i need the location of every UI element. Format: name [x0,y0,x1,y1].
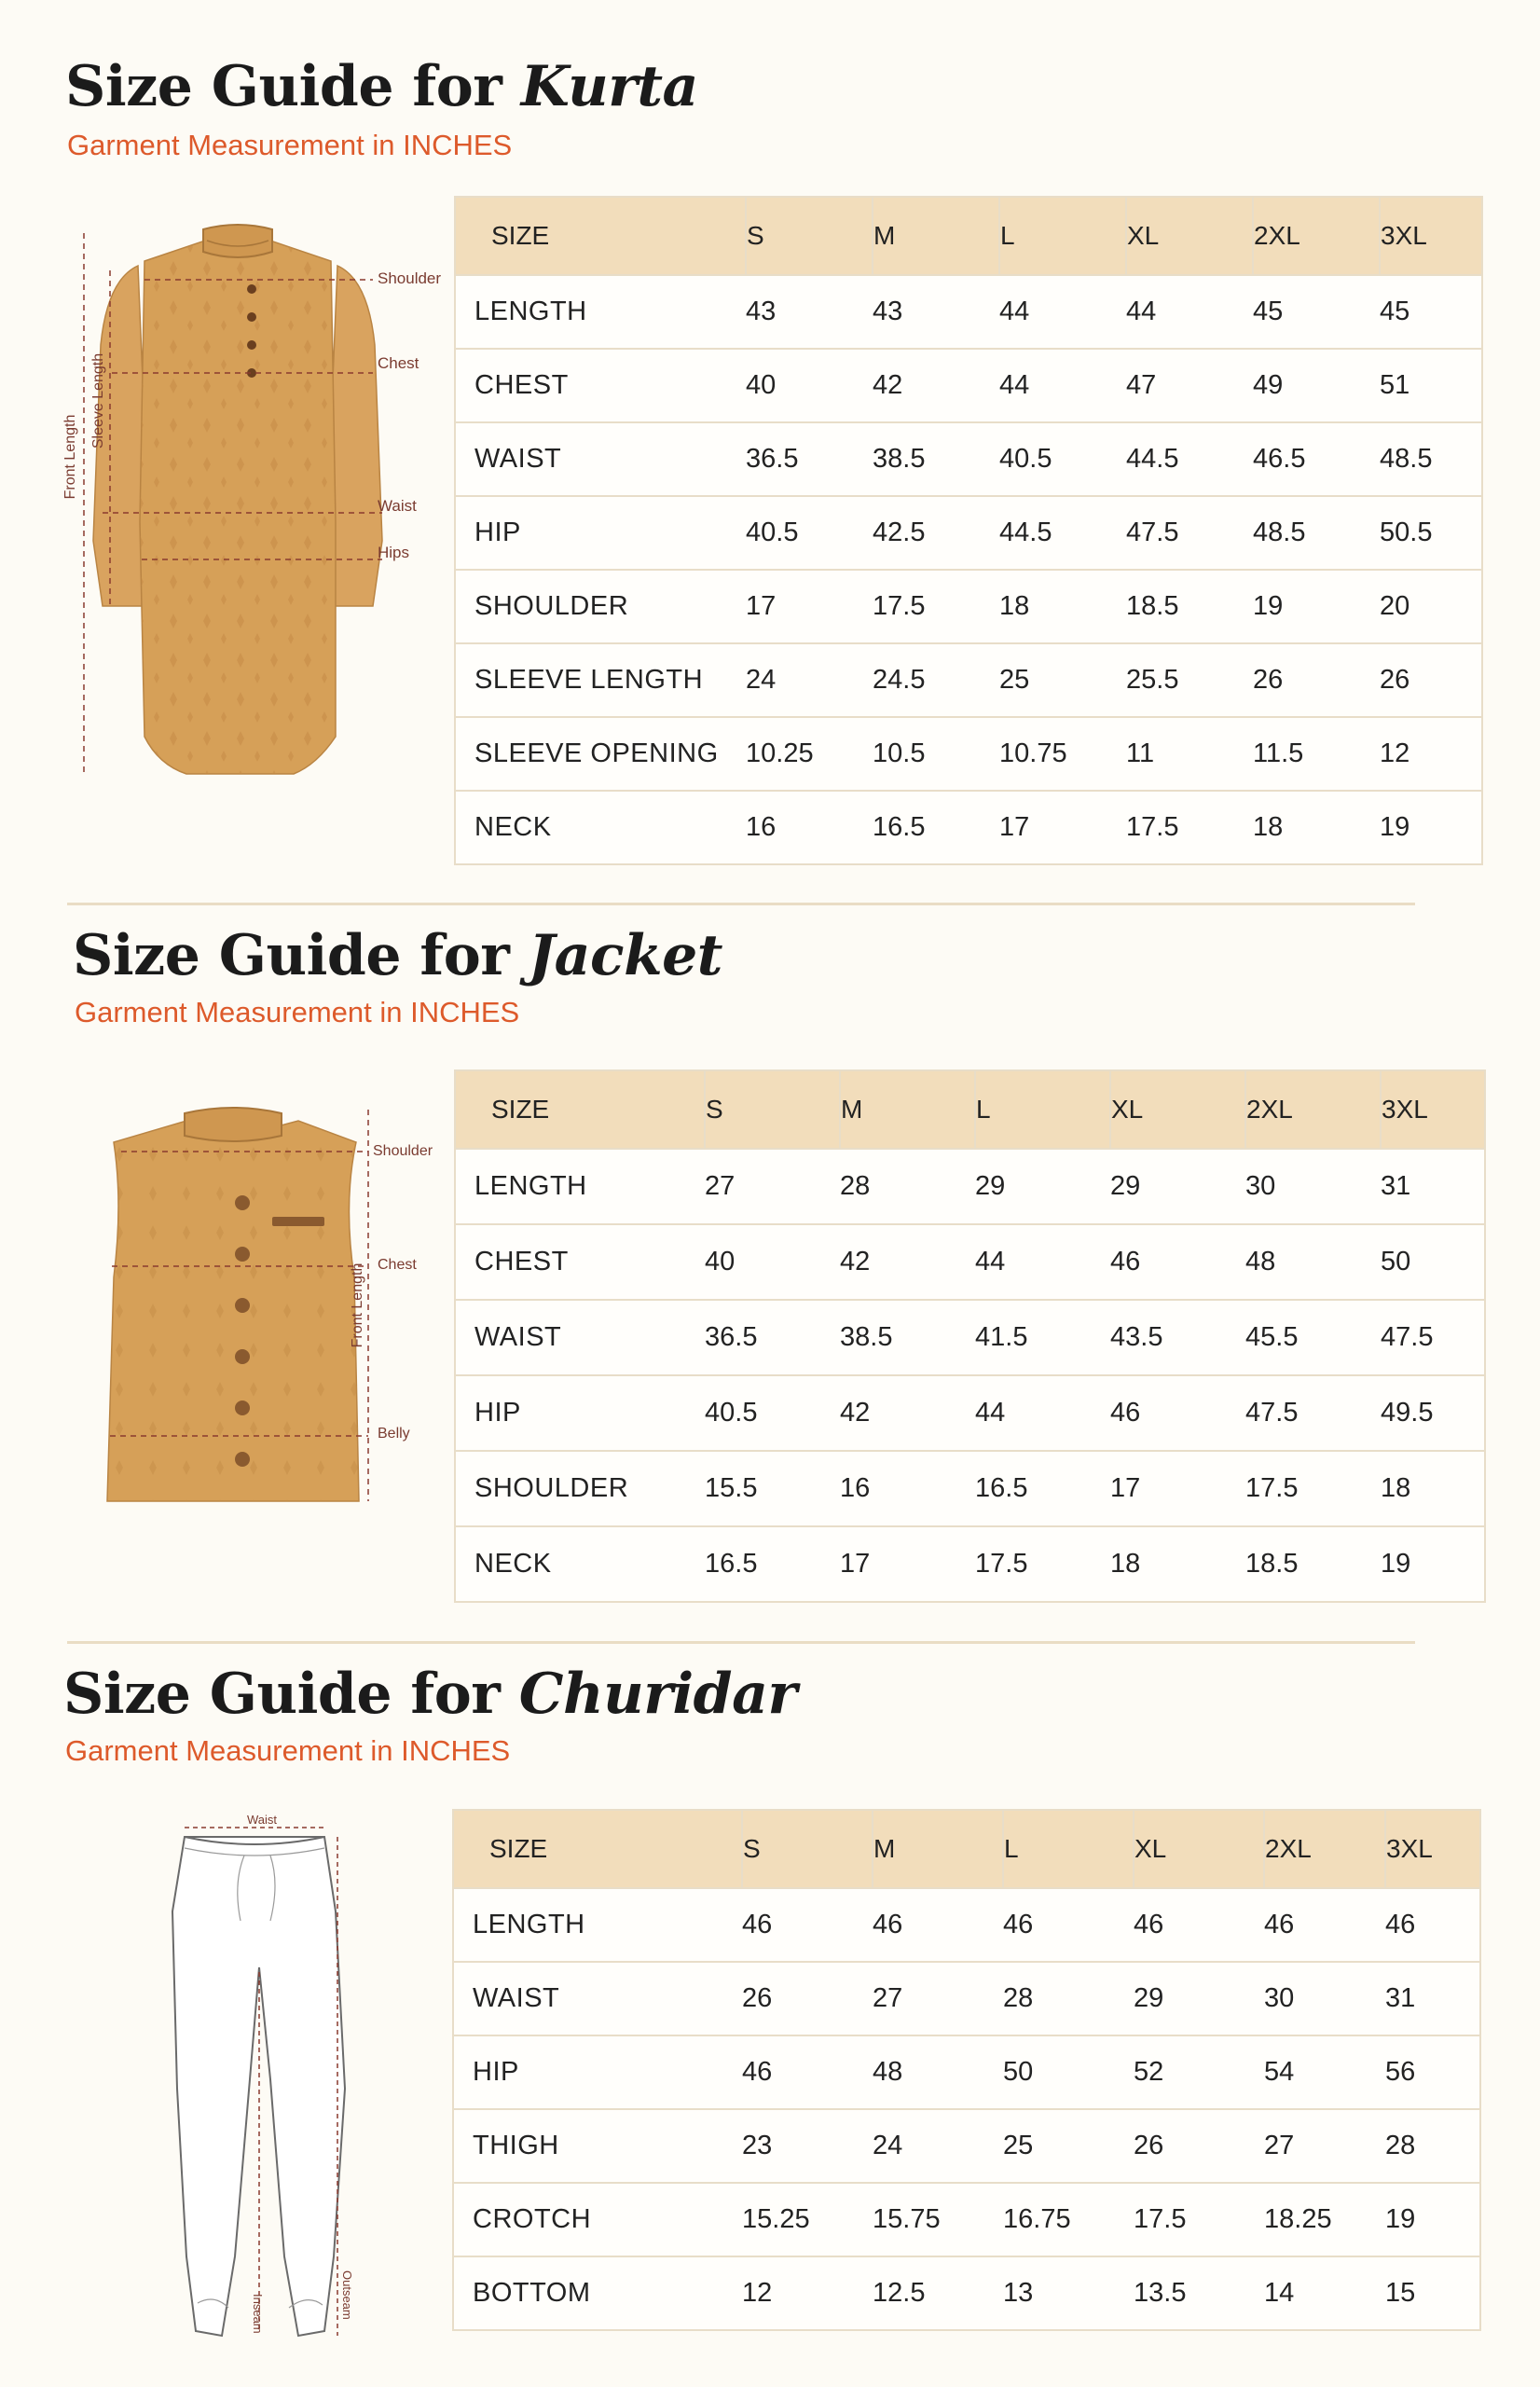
table-row [455,1526,1485,1602]
cell: 15.25 [742,2183,873,2256]
kurta-title-item: Kurta [520,54,698,119]
cell: 45 [1253,275,1380,349]
cell: 16.75 [1003,2183,1134,2256]
churidar-label-inseam: Inseam [251,2294,265,2334]
kurta-header-2xl: 2XL [1253,197,1380,275]
table-row [453,2183,1480,2256]
cell: 18 [1253,791,1380,864]
cell: 36.5 [705,1300,840,1375]
cell: 52 [1134,2035,1264,2109]
table-row [455,1149,1485,1224]
churidar-title-item: Churidar [518,1662,797,1727]
jacket-header-row [455,1070,1485,1149]
churidar-title-prefix: Size Guide for [63,1662,519,1727]
cell: 16.5 [873,791,999,864]
cell: 27 [1264,2109,1385,2183]
table-row [453,2109,1480,2183]
cell: 18 [999,570,1126,643]
churidar-illustration [140,1809,382,2350]
kurta-header-m: M [873,197,999,275]
cell: 46 [1110,1224,1245,1300]
table-row [453,2035,1480,2109]
cell: 25 [1003,2109,1134,2183]
cell: 42 [840,1224,975,1300]
table-row [455,275,1482,349]
table-row [455,643,1482,717]
cell: 42.5 [873,496,999,570]
cell: 26 [742,1962,873,2035]
cell: 48.5 [1380,422,1482,496]
cell: 46 [1264,1888,1385,1962]
cell: 20 [1380,570,1482,643]
cell: 41.5 [975,1300,1110,1375]
cell: 19 [1253,570,1380,643]
cell: 40.5 [999,422,1126,496]
cell: 46 [1110,1375,1245,1451]
table-row [453,2256,1480,2330]
churidar-header-xl: XL [1134,1810,1264,1888]
row-label: NECK [455,1526,705,1602]
cell: 44 [975,1375,1110,1451]
kurta-title-prefix: Size Guide for [65,54,521,119]
cell: 16 [840,1451,975,1526]
cell: 38.5 [840,1300,975,1375]
cell: 44.5 [999,496,1126,570]
row-label: LENGTH [455,1149,705,1224]
row-label: SHOULDER [455,1451,705,1526]
cell: 24 [746,643,873,717]
churidar-header-size: SIZE [453,1810,742,1888]
jacket-title-item: Jacket [528,923,723,988]
table-row [455,422,1482,496]
cell: 38.5 [873,422,999,496]
jacket-header-2xl: 2XL [1245,1070,1381,1149]
cell: 26 [1380,643,1482,717]
cell: 15 [1385,2256,1480,2330]
churidar-header-s: S [742,1810,873,1888]
cell: 17.5 [1126,791,1253,864]
cell: 14 [1264,2256,1385,2330]
row-label: SLEEVE LENGTH [455,643,746,717]
jacket-header-m: M [840,1070,975,1149]
kurta-label-sleeve-length: Sleeve Length [90,352,106,449]
cell: 18.5 [1126,570,1253,643]
cell: 47.5 [1126,496,1253,570]
cell: 30 [1245,1149,1381,1224]
table-row [455,570,1482,643]
cell: 43 [746,275,873,349]
cell: 15.75 [873,2183,1003,2256]
churidar-header-m: M [873,1810,1003,1888]
jacket-header-3xl: 3XL [1381,1070,1485,1149]
cell: 17.5 [1245,1451,1381,1526]
jacket-label-chest: Chest [378,1257,417,1273]
cell: 16.5 [975,1451,1110,1526]
row-label: LENGTH [453,1888,742,1962]
cell: 29 [975,1149,1110,1224]
table-row [455,349,1482,422]
cell: 26 [1253,643,1380,717]
cell: 18.25 [1264,2183,1385,2256]
kurta-subtitle: Garment Measurement in INCHES [67,129,513,161]
kurta-header-xl: XL [1126,197,1253,275]
kurta-illustration [56,214,447,793]
cell: 46 [742,1888,873,1962]
churidar-header-3xl: 3XL [1385,1810,1480,1888]
kurta-size-table [454,196,1483,865]
cell: 17.5 [873,570,999,643]
table-row [455,1300,1485,1375]
jacket-header-size: SIZE [455,1070,705,1149]
cell: 23 [742,2109,873,2183]
cell: 36.5 [746,422,873,496]
cell: 26 [1134,2109,1264,2183]
table-row [455,717,1482,791]
row-label: CROTCH [453,2183,742,2256]
table-row [455,496,1482,570]
table-row [455,1375,1485,1451]
cell: 40 [746,349,873,422]
cell: 25.5 [1126,643,1253,717]
churidar-header-row [453,1810,1480,1888]
cell: 29 [1134,1962,1264,2035]
jacket-subtitle: Garment Measurement in INCHES [75,996,520,1028]
cell: 19 [1381,1526,1485,1602]
churidar-title [63,1662,797,1727]
cell: 10.5 [873,717,999,791]
churidar-size-table [452,1809,1481,2331]
kurta-label-shoulder: Shoulder [378,269,442,287]
cell: 48 [1245,1224,1381,1300]
kurta-header-s: S [746,197,873,275]
cell: 27 [705,1149,840,1224]
cell: 44.5 [1126,422,1253,496]
cell: 50.5 [1380,496,1482,570]
cell: 45.5 [1245,1300,1381,1375]
row-label: HIP [455,496,746,570]
kurta-header-3xl: 3XL [1380,197,1482,275]
cell: 27 [873,1962,1003,2035]
cell: 25 [999,643,1126,717]
cell: 44 [999,275,1126,349]
cell: 18 [1110,1526,1245,1602]
cell: 47.5 [1381,1300,1485,1375]
cell: 16 [746,791,873,864]
cell: 31 [1381,1149,1485,1224]
cell: 17 [999,791,1126,864]
row-label: LENGTH [455,275,746,349]
cell: 16.5 [705,1526,840,1602]
cell: 18 [1381,1451,1485,1526]
churidar-header-l: L [1003,1810,1134,1888]
cell: 56 [1385,2035,1480,2109]
churidar-label-waist: Waist [247,1813,278,1827]
cell: 17.5 [975,1526,1110,1602]
churidar-header-2xl: 2XL [1264,1810,1385,1888]
cell: 17 [1110,1451,1245,1526]
row-label: SLEEVE OPENING [455,717,746,791]
cell: 47.5 [1245,1375,1381,1451]
kurta-label-front-length: Front Length [62,414,78,500]
table-row [455,1451,1485,1526]
cell: 46 [873,1888,1003,1962]
row-label: WAIST [453,1962,742,2035]
cell: 17.5 [1134,2183,1264,2256]
cell: 48 [873,2035,1003,2109]
row-label: HIP [455,1375,705,1451]
cell: 11.5 [1253,717,1380,791]
cell: 31 [1385,1962,1480,2035]
row-label: NECK [455,791,746,864]
jacket-label-shoulder: Shoulder [373,1143,433,1159]
row-label: WAIST [455,1300,705,1375]
jacket-label-belly: Belly [378,1426,410,1442]
cell: 28 [1003,1962,1134,2035]
cell: 19 [1385,2183,1480,2256]
cell: 40.5 [746,496,873,570]
table-row [455,1224,1485,1300]
cell: 15.5 [705,1451,840,1526]
cell: 24 [873,2109,1003,2183]
row-label: SHOULDER [455,570,746,643]
kurta-header-size: SIZE [455,197,746,275]
row-label: CHEST [455,1224,705,1300]
table-row [453,1962,1480,2035]
cell: 42 [873,349,999,422]
cell: 48.5 [1253,496,1380,570]
cell: 10.75 [999,717,1126,791]
cell: 13 [1003,2256,1134,2330]
cell: 46 [1134,1888,1264,1962]
cell: 54 [1264,2035,1385,2109]
section-divider [67,903,1415,905]
row-label: HIP [453,2035,742,2109]
jacket-size-table [454,1069,1486,1603]
jacket-header-xl: XL [1110,1070,1245,1149]
jacket-illustration [103,1100,457,1511]
cell: 28 [1385,2109,1480,2183]
cell: 40.5 [705,1375,840,1451]
cell: 49.5 [1381,1375,1485,1451]
cell: 28 [840,1149,975,1224]
cell: 43.5 [1110,1300,1245,1375]
churidar-subtitle: Garment Measurement in INCHES [65,1734,511,1767]
section-divider [67,1641,1415,1644]
cell: 29 [1110,1149,1245,1224]
cell: 51 [1380,349,1482,422]
row-label: CHEST [455,349,746,422]
kurta-label-chest: Chest [378,354,419,372]
kurta-label-waist: Waist [378,497,417,515]
cell: 46.5 [1253,422,1380,496]
table-row [455,791,1482,864]
cell: 44 [1126,275,1253,349]
cell: 11 [1126,717,1253,791]
row-label: BOTTOM [453,2256,742,2330]
kurta-header-row [455,197,1482,275]
cell: 46 [1385,1888,1480,1962]
cell: 40 [705,1224,840,1300]
cell: 10.25 [746,717,873,791]
cell: 17 [840,1526,975,1602]
cell: 12 [1380,717,1482,791]
cell: 46 [1003,1888,1134,1962]
cell: 44 [999,349,1126,422]
kurta-label-hips: Hips [378,544,410,561]
jacket-title [73,923,722,988]
cell: 12.5 [873,2256,1003,2330]
cell: 44 [975,1224,1110,1300]
cell: 19 [1380,791,1482,864]
cell: 18.5 [1245,1526,1381,1602]
cell: 46 [742,2035,873,2109]
jacket-label-front-length: Front Length [350,1262,365,1348]
cell: 13.5 [1134,2256,1264,2330]
churidar-label-outseam: Outseam [340,2270,354,2320]
cell: 30 [1264,1962,1385,2035]
row-label: THIGH [453,2109,742,2183]
cell: 50 [1381,1224,1485,1300]
cell: 17 [746,570,873,643]
cell: 45 [1380,275,1482,349]
row-label: WAIST [455,422,746,496]
cell: 49 [1253,349,1380,422]
jacket-title-prefix: Size Guide for [73,923,529,988]
cell: 24.5 [873,643,999,717]
kurta-title [65,54,698,119]
kurta-header-l: L [999,197,1126,275]
cell: 42 [840,1375,975,1451]
jacket-header-l: L [975,1070,1110,1149]
cell: 12 [742,2256,873,2330]
table-row [453,1888,1480,1962]
cell: 50 [1003,2035,1134,2109]
jacket-header-s: S [705,1070,840,1149]
cell: 43 [873,275,999,349]
cell: 47 [1126,349,1253,422]
